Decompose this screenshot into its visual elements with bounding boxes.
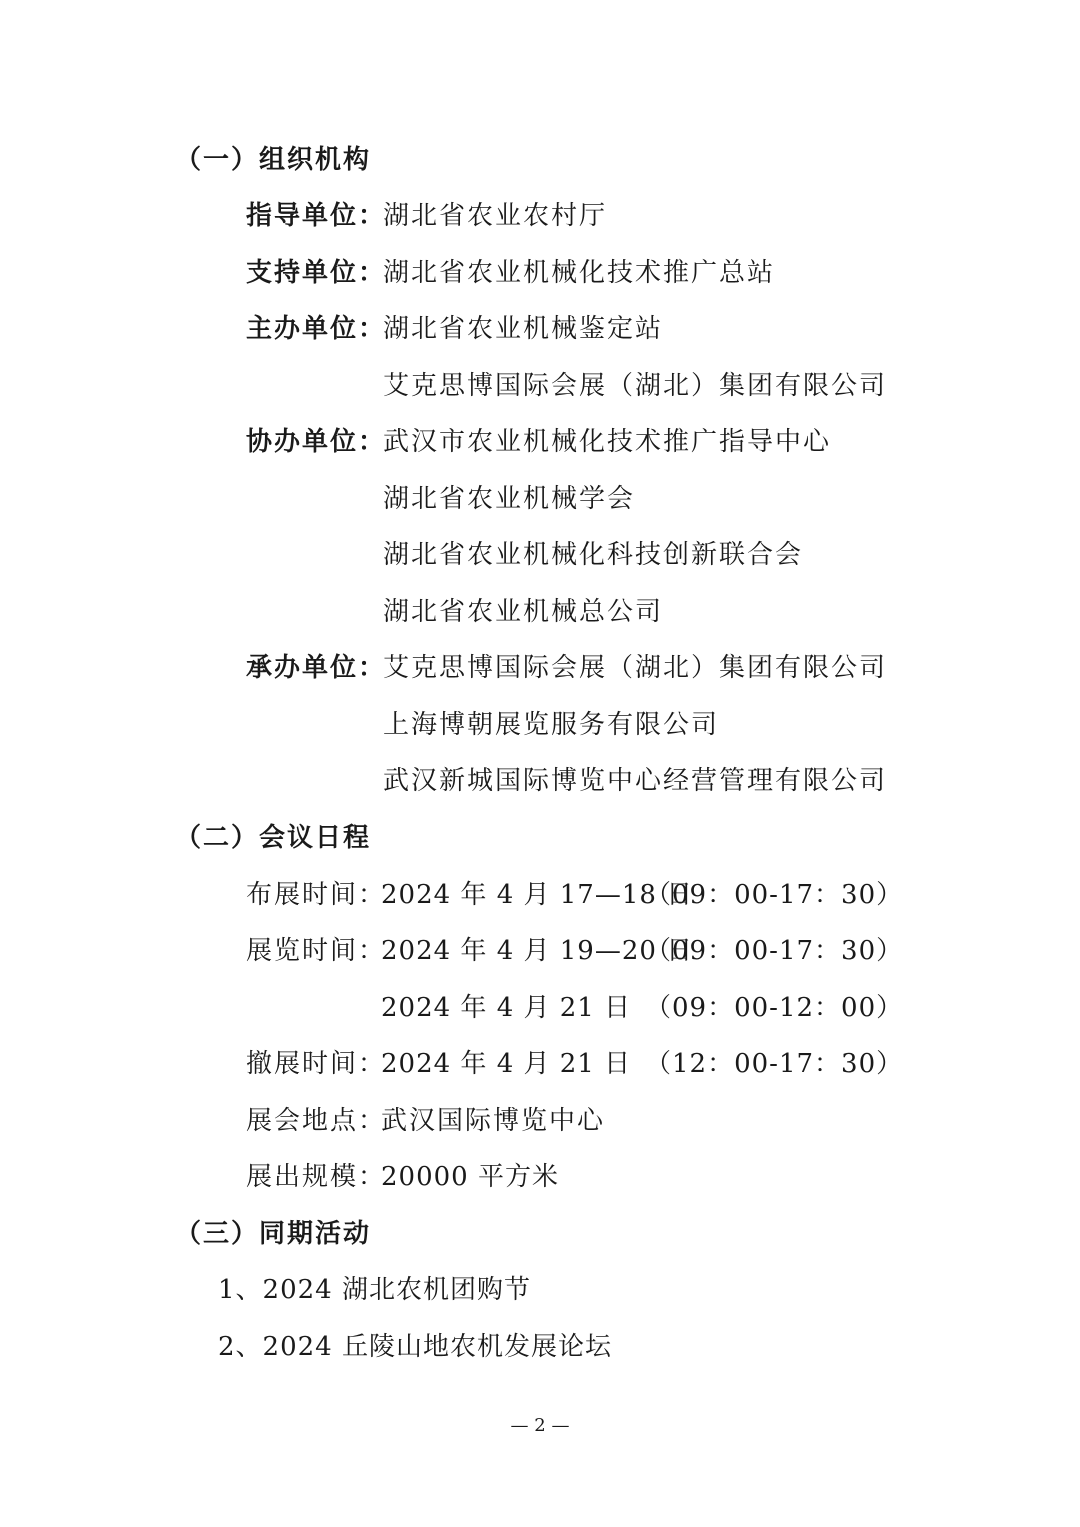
value-co-host-unit-1: 武汉市农业机械化技术推广指导中心	[383, 427, 832, 457]
label-setup-time: 布展时间：	[246, 880, 387, 910]
page-number: — 2 —	[510, 1415, 570, 1436]
activity-item-1: 1、2024 湖北农机团购节	[218, 1275, 531, 1305]
label-exhibition-scale: 展出规模：	[246, 1162, 387, 1192]
label-venue: 展会地点：	[246, 1106, 387, 1136]
value-setup-date: 2024 年 4 月 17—18 日	[381, 880, 694, 910]
activity-item-2: 2、2024 丘陵山地农机发展论坛	[218, 1332, 612, 1362]
value-teardown-time: （12：00-17：30）	[645, 1049, 904, 1079]
label-exhibition-time: 展览时间：	[246, 936, 387, 966]
value-co-host-unit-2: 湖北省农业机械学会	[383, 484, 636, 514]
value-venue: 武汉国际博览中心	[381, 1106, 606, 1136]
value-guidance-unit: 湖北省农业农村厅	[383, 201, 608, 231]
label-support-unit: 支持单位：	[246, 258, 387, 288]
value-support-unit: 湖北省农业机械化技术推广总站	[383, 258, 776, 288]
value-host-unit-1: 湖北省农业机械鉴定站	[383, 314, 664, 344]
label-co-host-unit: 协办单位：	[246, 427, 387, 457]
value-exhibition-time: （09：00-17：30）	[645, 936, 904, 966]
label-teardown-time: 撤展时间：	[246, 1049, 387, 1079]
label-organizer-unit: 承办单位：	[246, 653, 387, 683]
value-co-host-unit-4: 湖北省农业机械总公司	[383, 597, 664, 627]
label-guidance-unit: 指导单位：	[246, 201, 387, 231]
value-host-unit-2: 艾克思博国际会展（湖北）集团有限公司	[383, 371, 888, 401]
label-host-unit: 主办单位：	[246, 314, 387, 344]
value-organizer-unit-1: 艾克思博国际会展（湖北）集团有限公司	[383, 653, 888, 683]
section-heading-activities: （三）同期活动	[175, 1219, 372, 1249]
value-exhibition-time-2: （09：00-12：00）	[645, 993, 904, 1023]
value-setup-time: （09：00-17：30）	[645, 880, 904, 910]
value-teardown-date: 2024 年 4 月 21 日	[381, 1049, 632, 1079]
value-exhibition-date: 2024 年 4 月 19—20 日	[381, 936, 694, 966]
value-exhibition-scale: 20000 平方米	[381, 1162, 559, 1192]
section-heading-schedule: （二）会议日程	[175, 823, 372, 853]
value-organizer-unit-3: 武汉新城国际博览中心经营管理有限公司	[383, 766, 888, 796]
value-organizer-unit-2: 上海博朝展览服务有限公司	[383, 710, 720, 740]
section-heading-organization: （一）组织机构	[175, 145, 372, 175]
value-exhibition-date-2: 2024 年 4 月 21 日	[381, 993, 632, 1023]
value-co-host-unit-3: 湖北省农业机械化科技创新联合会	[383, 540, 804, 570]
